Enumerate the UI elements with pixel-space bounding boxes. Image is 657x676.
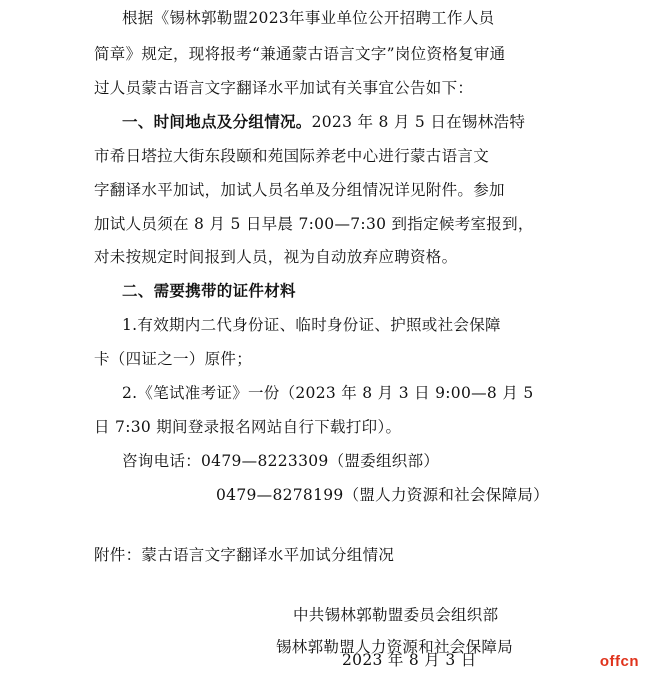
- signature-date: 2023 年 8 月 3 日: [342, 651, 477, 669]
- signature-org-2: 锡林郭勒盟人力资源和社会保障局: [276, 638, 514, 656]
- section2-item1-line-1: 1.有效期内二代身份证、临时身份证、护照或社会保障: [122, 316, 501, 334]
- section1-first-line: [122, 112, 525, 132]
- contact-phone-2: 0479—8278199（盟人力资源和社会保障局）: [216, 486, 549, 504]
- section1-line-2: 市希日塔拉大街东段颐和苑国际养老中心进行蒙古语言文: [94, 147, 490, 165]
- section1-line-4: 加试人员须在 8 月 5 日早晨 7:00—7:30 到指定候考室报到，: [94, 215, 534, 233]
- section1-line-3: 字翻译水平加试，加试人员名单及分组情况详见附件。参加: [94, 181, 505, 199]
- intro-line-1: 根据《锡林郭勒盟2023年事业单位公开招聘工作人员: [122, 9, 495, 27]
- section2-item2-line-1: 2.《笔试准考证》一份（2023 年 8 月 3 日 9:00—8 月 5: [122, 384, 534, 402]
- contact-phone-1: 咨询电话：0479—8223309（盟委组织部）: [122, 452, 440, 470]
- intro-line-3: 过人员蒙古语言文字翻译水平加试有关事宜公告如下：: [94, 79, 474, 97]
- section1-heading: 一、时间地点及分组情况。: [122, 112, 312, 131]
- signature-org-1: 中共锡林郭勒盟委员会组织部: [293, 606, 499, 624]
- offcn-watermark: offcn: [599, 653, 639, 670]
- section2-item2-line-2: 日 7:30 期间登录报名网站自行下载打印）。: [94, 418, 402, 436]
- attachment-line: 附件：蒙古语言文字翻译水平加试分组情况: [94, 546, 395, 564]
- section1-line1-rest: 2023 年 8 月 5 日在锡林浩特: [311, 113, 526, 131]
- section1-line-5: 对未按规定时间报到人员，视为自动放弃应聘资格。: [94, 248, 458, 266]
- intro-line-2: 简章》规定，现将报考“兼通蒙古语言文字”岗位资格复审通: [94, 45, 506, 63]
- section2-heading: 二、需要携带的证件材料: [122, 281, 296, 300]
- section2-item1-line-2: 卡（四证之一）原件；: [94, 350, 253, 368]
